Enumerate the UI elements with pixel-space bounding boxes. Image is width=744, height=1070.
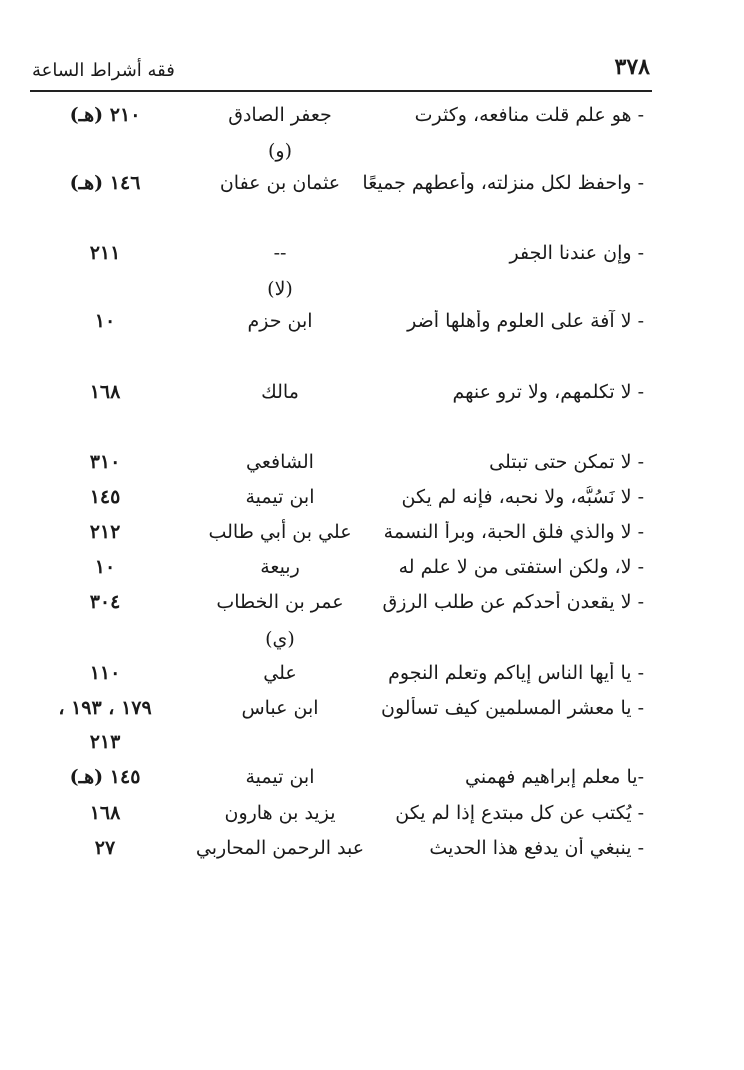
index-row [0, 242, 744, 272]
page-reference: ١٤٦ (هـ) [69, 172, 141, 194]
person-name: ربيعة [260, 556, 300, 578]
saying-text: -يا معلم إبراهيم فهمني [464, 766, 644, 788]
page-reference: ١٤٥ [89, 486, 121, 508]
index-row [0, 556, 744, 586]
saying-text: - لا آفة على العلوم وأهلها أضر [407, 310, 644, 332]
saying-text: - لا يقعدن أحدكم عن طلب الرزق [382, 591, 644, 613]
index-row [0, 451, 744, 481]
person-name: عبد الرحمن المحاربي [195, 837, 365, 859]
index-row [0, 662, 744, 692]
page-reference: ٣٠٤ [89, 591, 121, 613]
saying-text: - واحفظ لكل منزلته، وأعطهم جميعًا [362, 172, 644, 194]
index-row [0, 104, 744, 134]
saying-text: - وإن عندنا الجفر [509, 242, 644, 264]
index-row [0, 381, 744, 411]
page-reference: ٢١٠ (هـ) [69, 104, 141, 126]
person-name: الشافعي [246, 451, 314, 473]
index-row [0, 486, 744, 516]
saying-text: - لا تمكن حتى تبتلى [489, 451, 644, 473]
person-name: ابن تيمية [245, 766, 315, 788]
index-row [0, 521, 744, 551]
page-reference: ١٤٥ (هـ) [69, 766, 141, 788]
saying-text: - ينبغي أن يدفع هذا الحديث [429, 837, 644, 859]
page-reference: ١٠ [94, 310, 116, 332]
person-name: جعفر الصادق [228, 104, 332, 126]
person-name: ابن حزم [247, 310, 313, 332]
person-name: عثمان بن عفان [219, 172, 341, 194]
page-reference: ١٠ [94, 556, 116, 578]
section-letter: (و) [267, 140, 292, 162]
page-reference: ٢٧ [94, 837, 116, 859]
index-row [0, 172, 744, 202]
person-name: -- [273, 242, 287, 264]
section-letter: (ي) [265, 628, 295, 650]
index-row [0, 591, 744, 621]
person-name: عمر بن الخطاب [216, 591, 344, 613]
index-row [0, 697, 744, 727]
saying-text: - يا معشر المسلمين كيف تسألون [381, 697, 644, 719]
index-row [0, 802, 744, 832]
saying-text: - لا، ولكن استفتى من لا علم له [398, 556, 644, 578]
section-letter: (لا) [267, 278, 293, 300]
saying-text: - هو علم قلت منافعه، وكثرت [414, 104, 644, 126]
person-name: يزيد بن هارون [224, 802, 336, 824]
saying-text: - لا نَسُبُّه، ولا نحبه، فإنه لم يكن [401, 486, 644, 508]
page-reference: ٢١٢ [89, 521, 121, 543]
page-number: ٣٧٨ [614, 54, 650, 80]
running-title: فقه أشراط الساعة [32, 60, 175, 81]
person-name: علي بن أبي طالب [208, 521, 352, 543]
page-reference: ١٦٨ [89, 802, 121, 824]
saying-text: - يُكتب عن كل مبتدع إذا لم يكن [395, 802, 644, 824]
page-reference: ٢١١ [89, 242, 121, 264]
index-row [0, 310, 744, 340]
page-reference: ٣١٠ [89, 451, 121, 473]
person-name: علي [263, 662, 297, 684]
index-row [0, 766, 744, 796]
page-reference: ١٧٩ ، ١٩٣ ، [58, 697, 152, 719]
page-reference: ١٦٨ [89, 381, 121, 403]
page-reference: ٢١٣ [89, 731, 121, 753]
person-name: ابن عباس [241, 697, 319, 719]
person-name: مالك [261, 381, 299, 403]
page-reference: ١١٠ [89, 662, 121, 684]
saying-text: - لا والذي فلق الحبة، وبرأ النسمة [383, 521, 644, 543]
index-row [0, 837, 744, 867]
person-name: ابن تيمية [245, 486, 315, 508]
saying-text: - يا أيها الناس إياكم وتعلم النجوم [388, 662, 644, 684]
index-row [0, 731, 744, 761]
saying-text: - لا تكلمهم، ولا ترو عنهم [452, 381, 644, 403]
